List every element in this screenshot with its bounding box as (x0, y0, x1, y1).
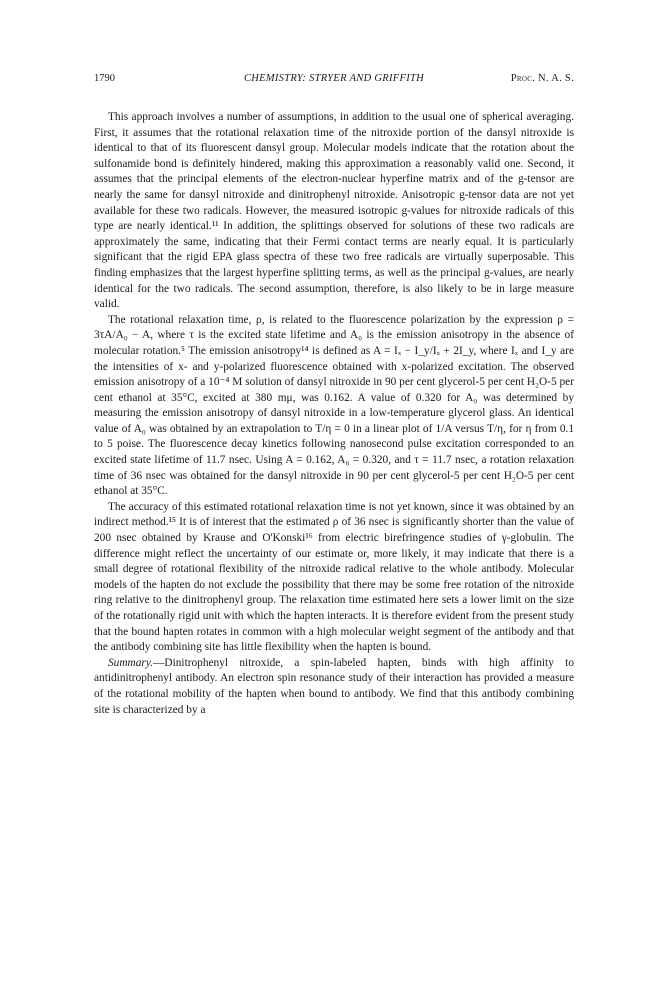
paragraph-relaxation-time: The rotational relaxation time, ρ, is related to the fluorescence polarization by the expression ρ = 3τA/A₀ − A, where τ is the excited state lifetime and A₀ is the emission anisotropy in the absence of molecular rotation.⁵ The emission anisotropy¹⁴ is defined as A = Iₓ − I_y/Iₓ + 2I_y, where Iₓ and I_y are the intensities of x- and y-polarized fluorescence obtained with x-polarized excitation. The observed emission anisotropy of a 10⁻⁴ M solution of dansyl nitroxide in 90 per cent glycerol-5 per cent H₂O-5 per cent ethanol at 35°C, excited at 380 mμ, was 0.162. A value of 0.320 for A₀ was determined by measuring the emission anisotropy of dansyl nitroxide in a low-temperature glycerol glass. An identical value of A₀ was obtained by an extrapolation to T/η = 0 in a linear plot of 1/A versus T/η, for η from 0.1 to 5 poise. The fluorescence decay kinetics following nanosecond pulse excitation corresponded to an excited state lifetime of 11.7 nsec. Using A = 0.162, A₀ = 0.320, and τ = 11.7 nsec, a rotation relaxation time of 36 nsec was obtained for the dansyl nitroxide in 90 per cent glycerol-5 per cent H₂O-5 per cent ethanol at 35°C. (94, 313, 574, 498)
summary-heading: Summary. (108, 656, 154, 669)
journal-abbreviation: Proc. N. A. S. (510, 73, 574, 84)
journal-page (94, 70, 574, 718)
summary-text: —Dinitrophenyl nitroxide, a spin-labeled hapten, binds with high affinity to antidinitrophenyl antibody. An electron spin resonance study of their interaction has provided a measure of the rotational mobility of the hapten when bound to antibody. We find that this antibody combining site is characterized by a (94, 656, 574, 716)
paragraph-summary (94, 656, 574, 718)
paragraph-accuracy: The accuracy of this estimated rotational relaxation time is not yet known, since it was obtained by an indirect method.¹⁵ It is of interest that the estimated ρ of 36 nsec is significantly shorter than the value of 200 nsec obtained by Krause and O'Konski¹⁶ from electric birefringence studies of γ-globulin. The difference might reflect the uncertainty of our estimate or, more likely, it may indicate that there is a small degree of rotational flexibility of the nitroxide radical relative to the whole antibody. Molecular models of the hapten do not exclude the possibility that there may be some free rotation of the nitroxide ring relative to the dinitrophenyl group. The relaxation time estimated here sets a lower limit on the size of the rotationally rigid unit with which the hapten interacts. It is therefore evident from the present study that the bound hapten rotates in common with a high molecular weight segment of the antibody and that the antibody combining site has little flexibility when the hapten is bound. (94, 500, 574, 654)
running-title: CHEMISTRY: STRYER AND GRIFFITH (243, 73, 425, 84)
article-body (94, 110, 574, 718)
paragraph-assumptions: This approach involves a number of assumptions, in addition to the usual one of spherical averaging. First, it assumes that the rotational relaxation time of the nitroxide portion of the dansyl nitroxide is identical to that of its fluorescent dansyl group. Molecular models indicate that the rotation about the sulfonamide bond is definitely hindered, making this approximation a reasonably valid one. Second, it assumes that the principal elements of the electron-nuclear hyperfine matrix and of the g-tensor are nearly the same for dansyl nitroxide and dinitrophenyl nitroxide. Anisotropic g-tensor data are not yet available for these two radicals. However, the measured isotropic g-values for nitroxide radicals of this type are nearly identical.¹¹ In addition, the splittings observed for solutions of these two radicals are approximately the same, indicating that their Fermi contact terms are nearly equal. It is particularly significant that the rigid EPA glass spectra of these two free radicals are virtually superposable. This finding emphasizes that the largest hyperfine splitting terms, as well as the principal g-values, are nearly identical for the two radicals. The second assumption, therefore, is also likely to be in large measure valid. (94, 111, 574, 311)
page-number: 1790 (94, 73, 115, 84)
running-head (94, 70, 574, 88)
